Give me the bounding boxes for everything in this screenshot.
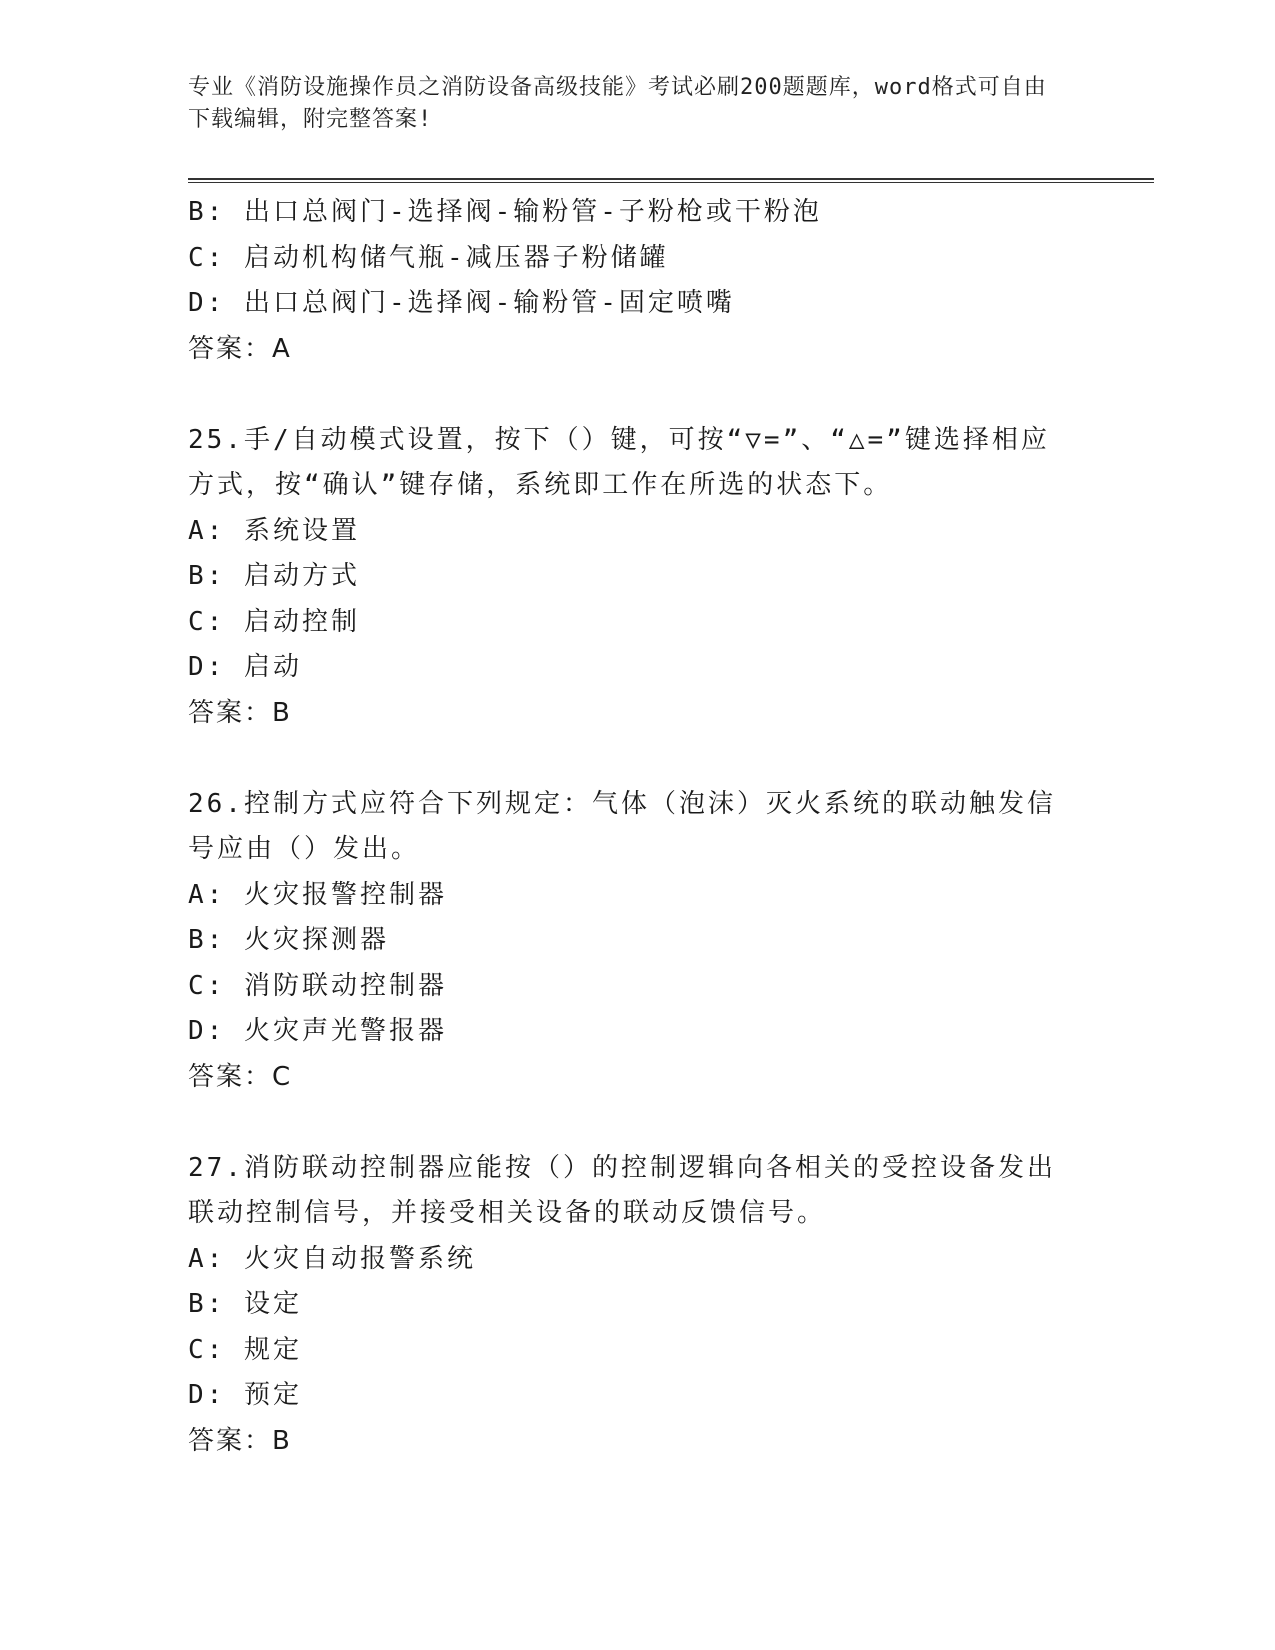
option-d: D: 预定 [188, 1380, 302, 1410]
question-stem: 26.控制方式应符合下列规定：气体（泡沫）灭火系统的联动触发信号应由（）发出。 [188, 788, 1056, 864]
option-c: C: 规定 [188, 1334, 302, 1365]
option-d: D: 出口总阀门-选择阀-输粉管-固定喷嘴 [188, 288, 735, 318]
question-block-25 [188, 418, 1088, 737]
spacer [188, 1100, 1088, 1146]
option-c: C: 启动控制 [188, 606, 360, 637]
option-b: B: 出口总阀门-选择阀-输粉管-子粉枪或干粉泡 [188, 197, 822, 227]
question-list [188, 190, 1088, 1464]
answer-line: 答案：B [188, 1425, 292, 1456]
question-stem: 27.消防联动控制器应能按（）的控制逻辑向各相关的受控设备发出联动控制信号，并接受相关设备的联动反馈信号。 [188, 1152, 1056, 1228]
spacer [188, 736, 1088, 782]
spacer [188, 372, 1088, 418]
option-a: A: 火灾报警控制器 [188, 879, 447, 910]
option-b: B: 设定 [188, 1289, 302, 1319]
question-block-27 [188, 1146, 1088, 1465]
option-c: C: 消防联动控制器 [188, 970, 447, 1001]
answer-line: 答案：B [188, 697, 292, 728]
answer-line: 答案：C [188, 1061, 293, 1092]
answer-line: 答案：A [188, 333, 292, 364]
question-block-26 [188, 782, 1088, 1101]
prev-question-block [188, 190, 1088, 372]
option-d: D: 启动 [188, 652, 302, 682]
option-a: A: 系统设置 [188, 515, 360, 546]
header-divider [188, 178, 1154, 183]
option-c: C: 启动机构储气瓶-减压器子粉储罐 [188, 242, 669, 273]
option-b: B: 火灾探测器 [188, 925, 389, 955]
question-stem: 25.手/自动模式设置，按下（）键，可按“▽=”、“△=”键选择相应方式，按“确认”键存储，系统即工作在所选的状态下。 [188, 424, 1050, 500]
option-a: A: 火灾自动报警系统 [188, 1243, 476, 1274]
document-header-title: 专业《消防设施操作员之消防设备高级技能》考试必刷200题题库，word格式可自由下载编辑，附完整答案! [188, 75, 1047, 132]
option-d: D: 火灾声光警报器 [188, 1016, 447, 1046]
option-b: B: 启动方式 [188, 561, 360, 591]
